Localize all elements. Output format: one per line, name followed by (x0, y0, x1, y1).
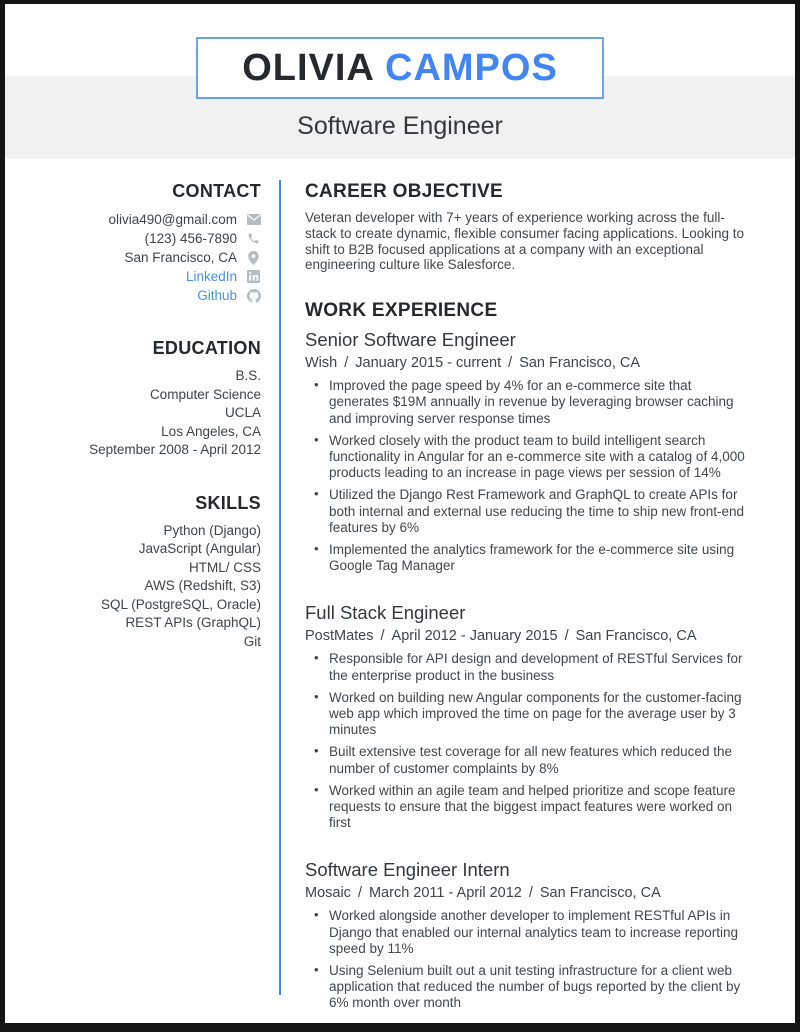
job-bullet: • Worked within an agile team and helped prioritize and scope feature requests to ensure that the biggest impact features were worked on first (305, 783, 755, 832)
meta-separator: / (357, 885, 362, 902)
meta-separator: / (380, 628, 385, 645)
job-location: San Francisco, CA (575, 628, 697, 645)
meta-separator: / (508, 355, 513, 372)
job-bullets (305, 378, 755, 574)
contact-github-row[interactable] (15, 286, 261, 305)
job-location: San Francisco, CA (539, 885, 661, 902)
linkedin-icon[interactable] (246, 269, 261, 284)
linkedin-link[interactable]: LinkedIn (185, 269, 237, 284)
job-entry (305, 329, 755, 574)
contact-section (15, 181, 261, 305)
skill-item: HTML/ CSS (188, 559, 261, 575)
skill-item: Python (Django) (163, 522, 261, 538)
job-meta (305, 628, 755, 644)
job-bullet: • Worked alongside another developer to implement RESTful APIs in Django that enabled our internal analytics team to increase reporting speed by 11% (305, 908, 755, 957)
job-entry (305, 859, 755, 1011)
job-bullet: • Worked closely with the product team to build intelligent search functionality in Angular for an e-commerce site with a catalog of 4,000 products leading to an increase in page views per session of 14% (305, 433, 755, 482)
job-title: Software Engineer Intern (305, 859, 510, 881)
education-section (15, 338, 261, 460)
skill-item: AWS (Redshift, S3) (144, 578, 261, 593)
location-pin-icon (246, 250, 261, 265)
main-column (281, 180, 795, 1011)
education-field: Computer Science (149, 386, 261, 402)
meta-separator: / (528, 885, 533, 902)
candidate-last-name: CAMPOS (385, 46, 558, 89)
job-company: PostMates (305, 628, 374, 645)
contact-email: olivia490@gmail.com (108, 212, 237, 227)
github-icon[interactable] (246, 288, 261, 303)
meta-separator: / (344, 355, 349, 372)
job-bullet: • Responsible for API design and development of RESTful Services for the enterprise product in the business (305, 651, 755, 683)
job-company: Wish (305, 355, 338, 372)
job-dates: January 2015 - current (355, 355, 502, 372)
job-title: Senior Software Engineer (305, 329, 516, 351)
job-dates: March 2011 - April 2012 (368, 885, 522, 902)
contact-phone-row (15, 229, 261, 248)
job-bullet: • Built extensive test coverage for all new features which reduced the number of customer complaints by 8% (305, 744, 755, 776)
contact-linkedin-row[interactable] (15, 267, 261, 286)
education-heading: EDUCATION (152, 338, 261, 358)
content-columns (5, 180, 795, 1011)
contact-email-row (15, 210, 261, 229)
skill-item: REST APIs (GraphQL) (125, 615, 261, 630)
job-bullet: • Using Selenium built out a unit testing infrastructure for a client web application that reduced the number of bugs reported by the client by 6% month over month (305, 963, 755, 1012)
job-dates: April 2012 - January 2015 (391, 628, 558, 645)
skills-heading: SKILLS (195, 492, 261, 513)
job-title: Full Stack Engineer (305, 602, 466, 624)
job-bullet: • Utilized the Django Rest Framework and GraphQL to create APIs for both internal and external use reducing the time to ship new front-end features by 6% (305, 487, 755, 536)
name-box (196, 37, 604, 99)
envelope-icon (246, 212, 261, 227)
job-meta (305, 355, 755, 371)
contact-heading: CONTACT (172, 181, 261, 201)
education-location: Los Angeles, CA (161, 423, 261, 439)
career-objective-heading: CAREER OBJECTIVE (305, 181, 504, 202)
career-objective-text: Veteran developer with 7+ years of experience working across the full-stack to create dynamic, flexible consumer facing applications. Looking to shift to B2B focused applications at a company with an exceptional engineering culture like Salesforce. (305, 210, 744, 273)
meta-separator: / (564, 628, 569, 645)
contact-location-row (15, 248, 261, 267)
skill-item: JavaScript (Angular) (138, 541, 261, 556)
career-objective-section (305, 181, 755, 273)
job-company: Mosaic (305, 885, 351, 902)
skill-item: Git (243, 633, 261, 649)
job-meta (305, 885, 755, 901)
education-degree: B.S. (235, 368, 261, 383)
education-dates: September 2008 - April 2012 (89, 442, 261, 457)
work-experience-section (305, 300, 755, 1011)
work-experience-heading: WORK EXPERIENCE (305, 300, 498, 322)
job-bullet: • Implemented the analytics framework for the e-commerce site using Google Tag Manager (305, 542, 755, 574)
job-bullets (305, 651, 755, 831)
skill-item: SQL (PostgreSQL, Oracle) (100, 596, 261, 612)
candidate-name (242, 47, 558, 90)
education-school: UCLA (224, 405, 261, 420)
contact-location: San Francisco, CA (124, 250, 237, 265)
candidate-headline: Software Engineer (297, 112, 503, 140)
job-bullet: • Worked on building new Angular components for the customer-facing web app which improved the time on page for the average user by 3 minutes (305, 690, 755, 739)
job-bullet: • Improved the page speed by 4% for an e-commerce site that generates $19M annually in revenue by leveraging browser caching and improving server response times (305, 378, 755, 427)
skills-section (15, 493, 261, 652)
phone-icon (246, 231, 261, 246)
job-bullets (305, 908, 755, 1011)
github-link[interactable]: Github (197, 288, 237, 303)
sidebar (5, 180, 279, 995)
contact-phone: (123) 456-7890 (144, 231, 237, 246)
job-entry (305, 602, 755, 831)
candidate-first-name: OLIVIA (242, 46, 386, 89)
job-location: San Francisco, CA (519, 355, 641, 372)
